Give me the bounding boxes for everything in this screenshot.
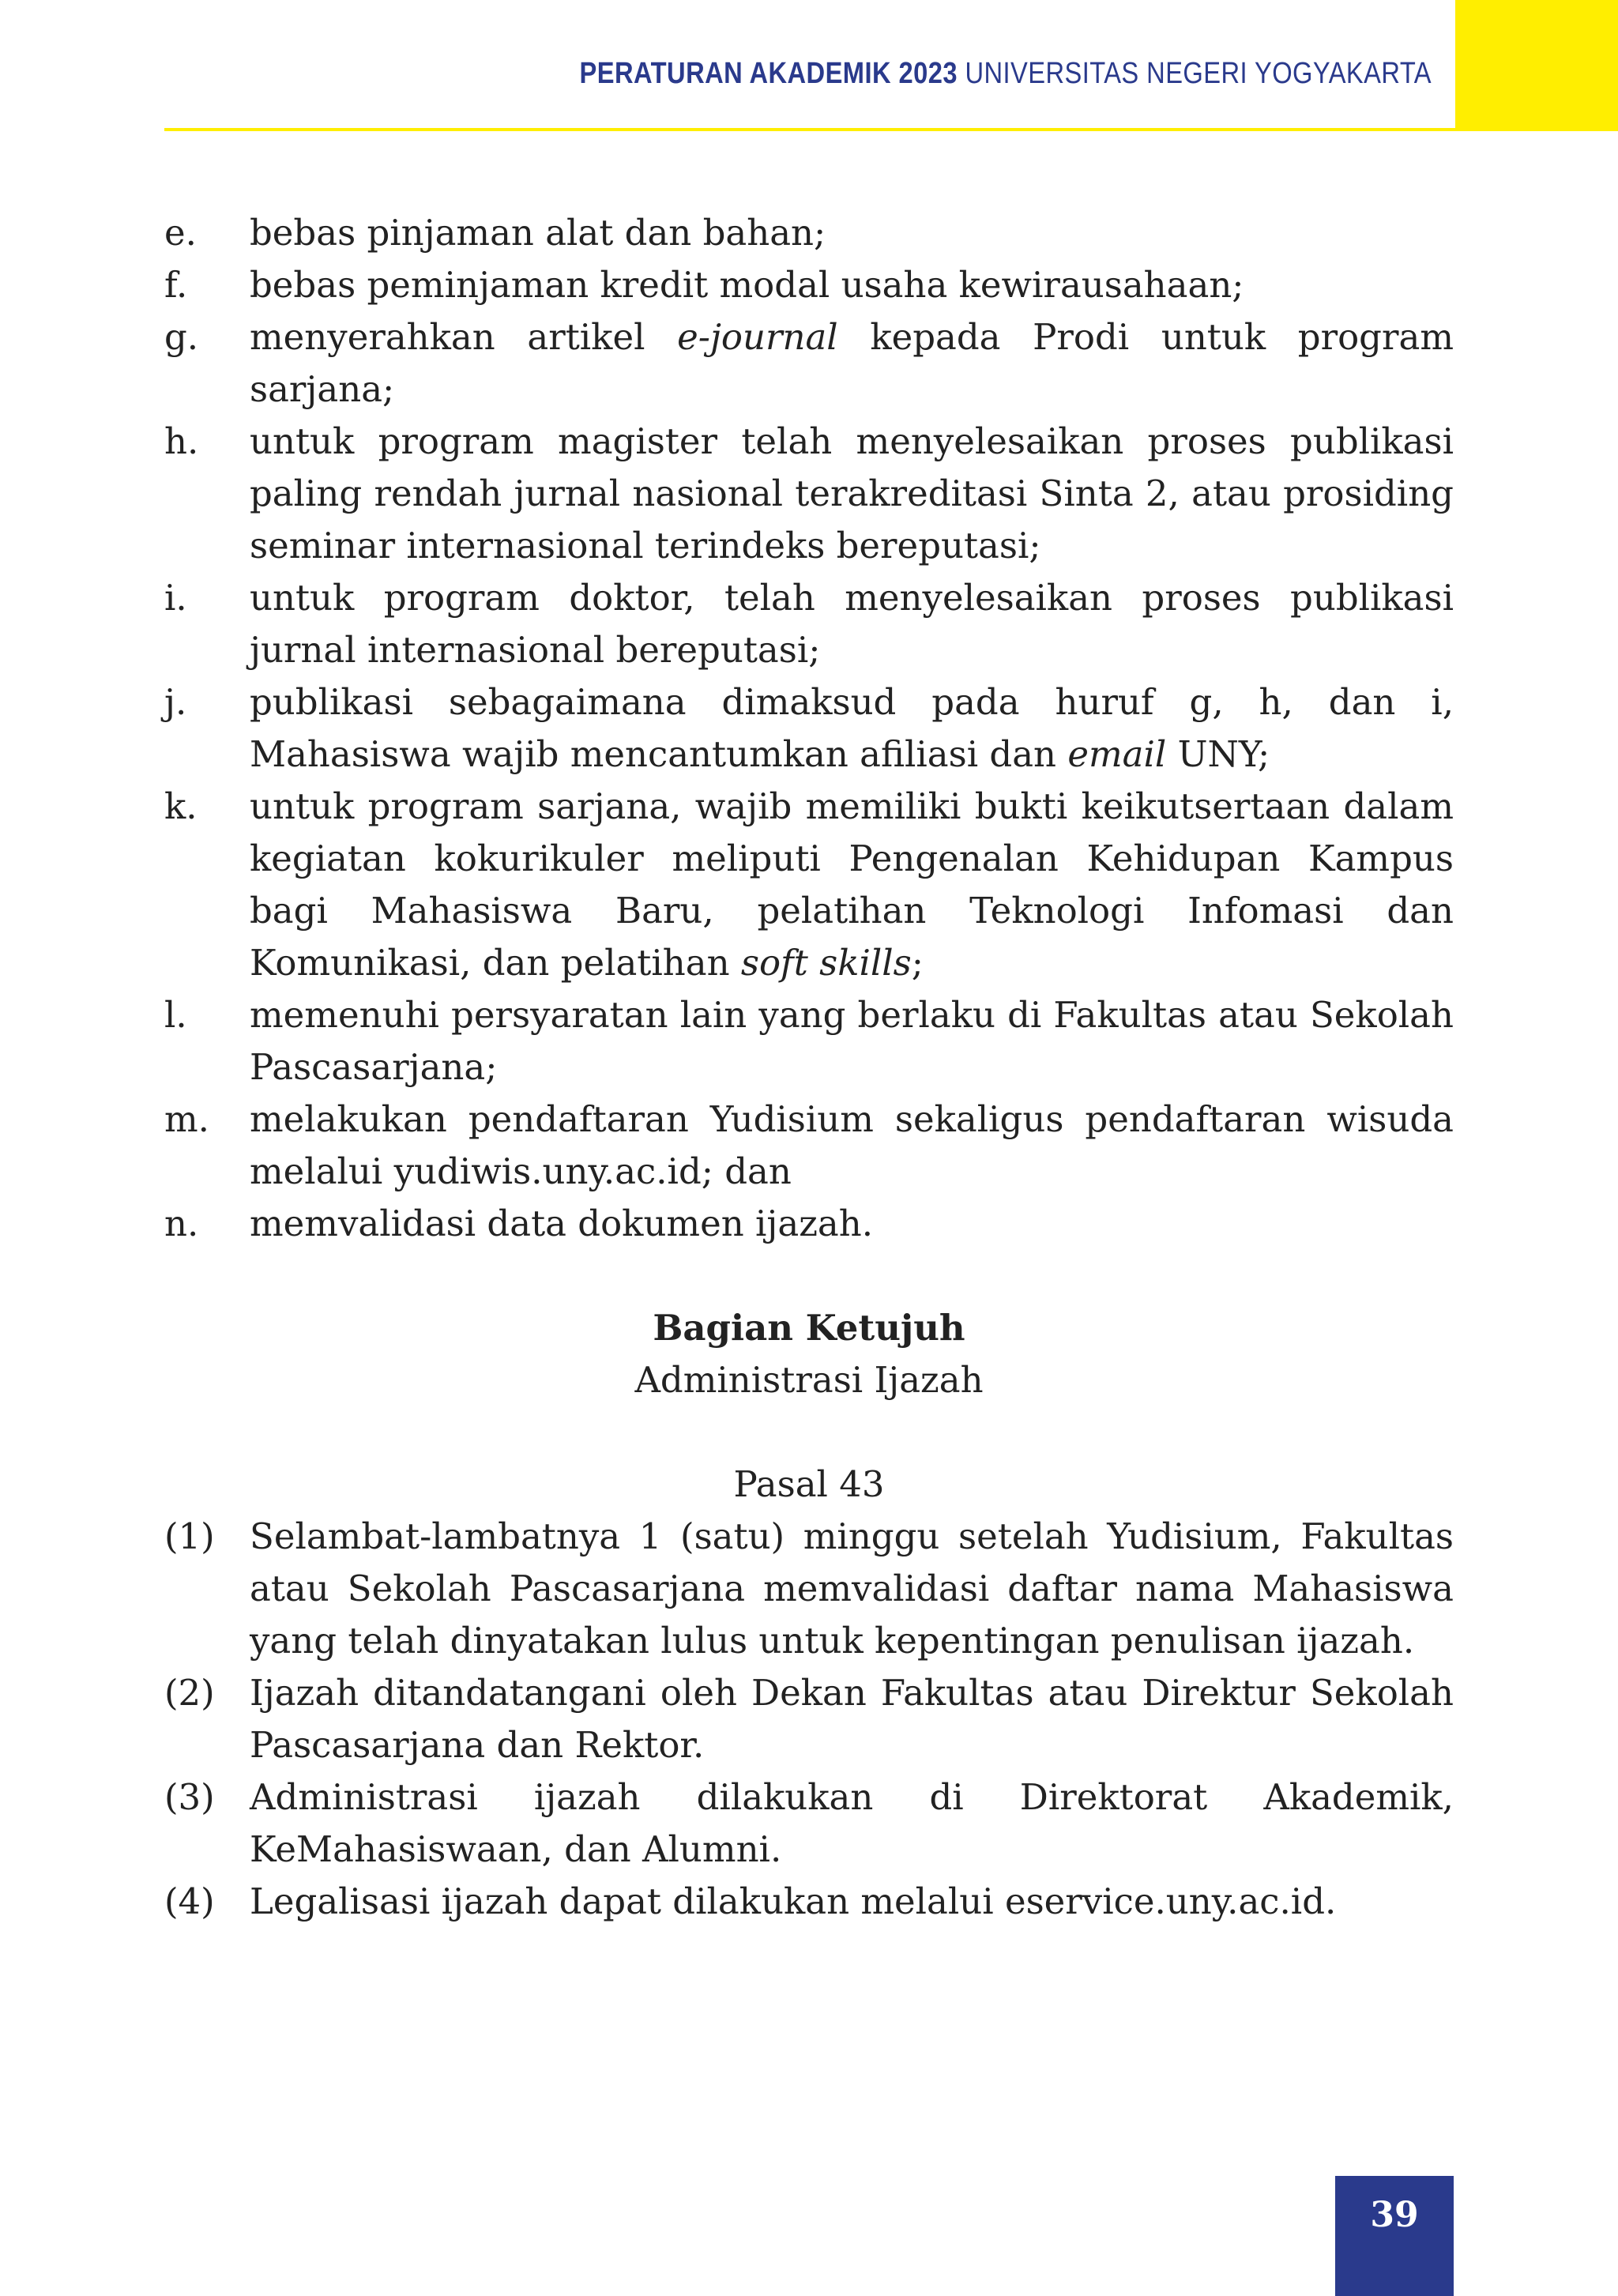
list-item-text: kepada Prodi untuk program sarjana;	[250, 316, 1454, 410]
list-item	[164, 1093, 1454, 1198]
section-subtitle: Administrasi Ijazah	[634, 1359, 984, 1401]
page-number: 39	[1370, 2195, 1419, 2235]
list-item-text: untuk program magister telah menyelesaikan proses publikasi paling rendah jurnal nasional terakreditasi Sinta 2, atau prosiding seminar internasional terindeks bereputasi;	[250, 420, 1454, 566]
list-marker: k.	[164, 785, 198, 827]
header-yellow-block	[1455, 0, 1618, 129]
list-item-text: untuk program doktor, telah menyelesaikan proses publikasi jurnal internasional bereputasi;	[250, 577, 1454, 671]
section-heading	[164, 1302, 1454, 1511]
pasal-item	[164, 1667, 1454, 1771]
list-item	[164, 416, 1454, 572]
page-number-box	[1335, 2176, 1454, 2296]
list-item	[164, 989, 1454, 1093]
list-item	[164, 676, 1454, 781]
list-marker: l.	[164, 994, 187, 1036]
list-item	[164, 572, 1454, 676]
list-item-italic-text: soft skills	[740, 942, 912, 984]
list-item-text: memvalidasi data dokumen ijazah.	[250, 1203, 874, 1244]
list-item-text: melakukan pendaftaran Yudisium sekaligus pendaftaran wisuda melalui yudiwis.uny.ac.id; dan	[250, 1098, 1454, 1192]
header-title-light: UNIVERSITAS NEGERI YOGYAKARTA	[965, 57, 1432, 90]
list-item-text: memenuhi persyaratan lain yang berlaku di Fakultas atau Sekolah Pascasarjana;	[250, 994, 1454, 1088]
header-rule	[164, 128, 1618, 131]
pasal-marker: (2)	[164, 1672, 215, 1714]
list-marker: f.	[164, 264, 188, 306]
pasal-marker: (1)	[164, 1515, 215, 1557]
requirements-list	[164, 207, 1454, 1250]
list-item	[164, 259, 1454, 311]
list-item	[164, 1198, 1454, 1250]
pasal-item	[164, 1511, 1454, 1667]
pasal-item	[164, 1771, 1454, 1876]
pasal-item-text: Administrasi ijazah dilakukan di Direktorat Akademik, KeMahasiswaan, dan Alumni.	[250, 1776, 1454, 1870]
list-item-italic-text: e-journal	[677, 316, 838, 358]
list-item-text: publikasi sebagaimana dimaksud pada huruf g, h, dan i, Mahasiswa wajib mencantumkan afiliasi dan	[250, 681, 1454, 775]
pasal-marker: (3)	[164, 1776, 215, 1818]
list-item-text: bebas pinjaman alat dan bahan;	[250, 212, 826, 254]
pasal-item	[164, 1876, 1454, 1928]
section-title: Bagian Ketujuh	[653, 1307, 965, 1349]
pasal-marker: (4)	[164, 1880, 215, 1922]
list-item	[164, 207, 1454, 259]
list-marker: e.	[164, 212, 197, 254]
list-marker: j.	[164, 681, 187, 723]
list-item	[164, 781, 1454, 989]
page-content	[164, 207, 1454, 1928]
list-item-text: UNY;	[1166, 733, 1270, 775]
list-marker: i.	[164, 577, 187, 619]
pasal-list	[164, 1511, 1454, 1928]
list-item-text: untuk program sarjana, wajib memiliki bukti keikutsertaan dalam kegiatan kokurikuler meliputi Pengenalan Kehidupan Kampus bagi Mahasiswa Baru, pelatihan Teknologi Infomasi dan Komunikasi, dan pelatihan	[250, 785, 1454, 984]
list-marker: g.	[164, 316, 199, 358]
header-title	[580, 57, 1432, 91]
pasal-item-text: Selambat-lambatnya 1 (satu) minggu setelah Yudisium, Fakultas atau Sekolah Pascasarjana memvalidasi daftar nama Mahasiswa yang telah dinyatakan lulus untuk kepentingan penulisan ijazah.	[250, 1515, 1454, 1662]
list-item-text: bebas peminjaman kredit modal usaha kewirausahaan;	[250, 264, 1244, 306]
list-item-text: ;	[911, 942, 924, 984]
list-marker: m.	[164, 1098, 209, 1140]
page-header	[0, 0, 1618, 130]
list-item-text: menyerahkan artikel	[250, 316, 678, 358]
list-marker: n.	[164, 1203, 199, 1244]
header-title-bold: PERATURAN AKADEMIK 2023	[579, 57, 958, 90]
list-item-italic-text: email	[1067, 733, 1167, 775]
pasal-title: Pasal 43	[733, 1463, 885, 1505]
list-marker: h.	[164, 420, 199, 462]
pasal-item-text: Legalisasi ijazah dapat dilakukan melalui eservice.uny.ac.id.	[250, 1880, 1337, 1922]
pasal-item-text: Ijazah ditandatangani oleh Dekan Fakultas atau Direktur Sekolah Pascasarjana dan Rektor.	[250, 1672, 1454, 1766]
list-item	[164, 311, 1454, 416]
